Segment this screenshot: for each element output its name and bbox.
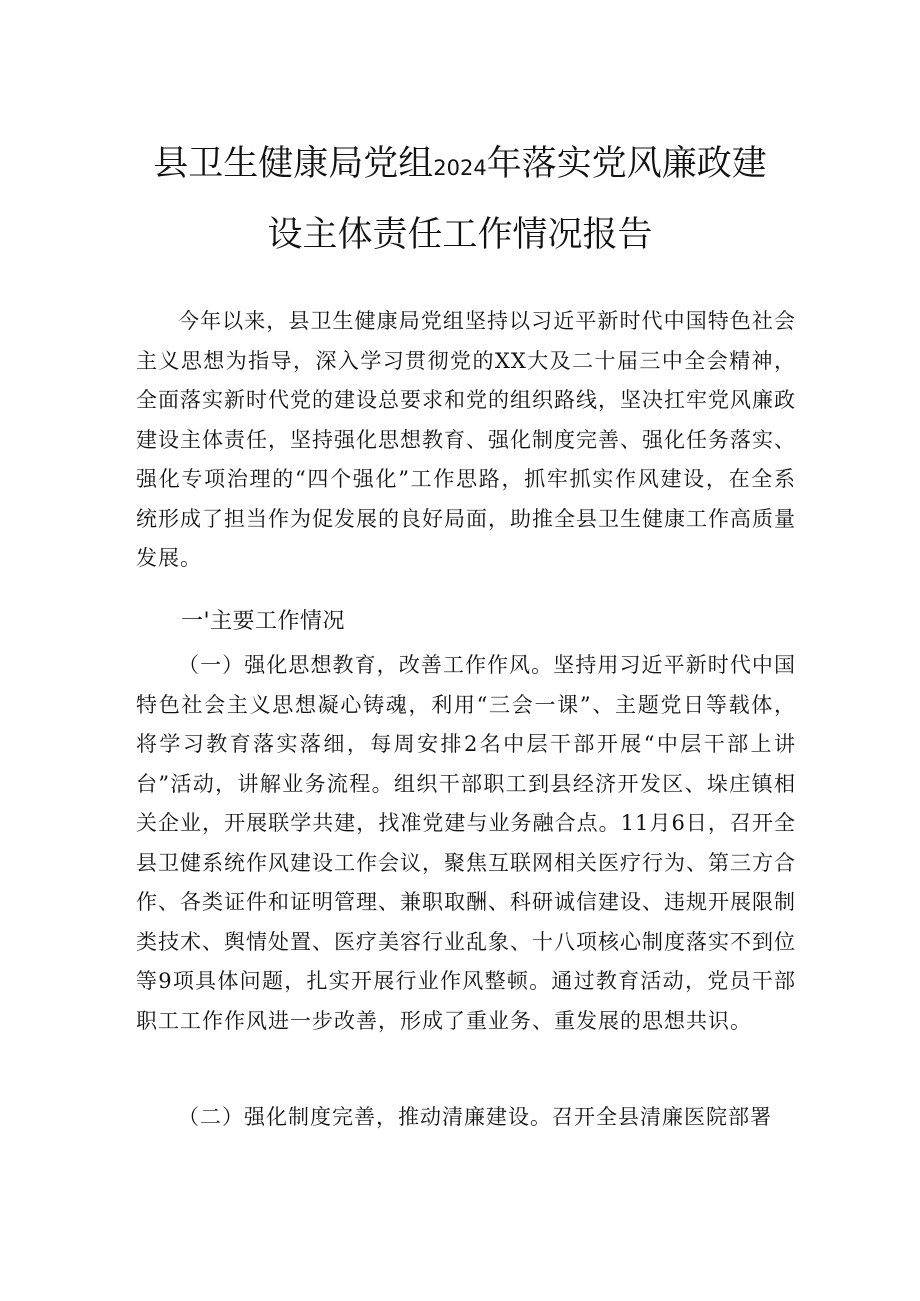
title-year: 2024 bbox=[433, 156, 487, 180]
title-line-1-suffix: 年落实党风廉政建 bbox=[486, 144, 767, 184]
section-heading-main-work: 一'主要工作情况 bbox=[181, 609, 346, 634]
paragraph-ideological-education: （一）强化思想教育，改善工作作风。坚持用习近平新时代中国特色社会主义思想凝心铸魂，利用“三会一课”、主题党日等载体，将学习教育落实落细，每周安排2名中层干部开展“中层干部上讲台”活动，讲解业务流程。组织干部职工到县经济开发区、垛庄镇相关企业，开展联学共建，找准党建与业务融合点。11月6日，召开全县卫健系统作风建设工作会议，聚焦互联网相关医疗行为、第三方合作、各类证件和证明管理、兼职取酬、科研诚信建设、违规开展限制类技术、舆情处置、医疗美容行业乱象、十八项核心制度落实不到位等9项具体问题，扎实开展行业作风整顿。通过教育活动，党员干部职工工作作风进一步改善，形成了重业务、重发展的思想共识。 bbox=[136, 653, 796, 1033]
intro-paragraph: 今年以来，县卫生健康局党组坚持以习近平新时代中国特色社会主义思想为指导，深入学习贯彻党的XX大及二十届三中全会精神，全面落实新时代党的建设总要求和党的组织路线，坚决扛牢党风廉政建设主体责任，坚持强化思想教育、强化制度完善、强化任务落实、强化专项治理的“四个强化”工作思路，抓牢抓实作风建设，在全系统形成了担当作为促发展的良好局面，助推全县卫生健康工作高质量发展。 bbox=[136, 309, 796, 570]
document-title-line-2: 设主体责任工作情况报告 bbox=[267, 215, 653, 255]
document-title-line-1 bbox=[0, 136, 920, 186]
title-line-1-prefix: 县卫生健康局党组 bbox=[153, 144, 434, 184]
paragraph-system-improvement: （二）强化制度完善，推动清廉建设。召开全县清廉医院部署 bbox=[178, 1105, 772, 1129]
